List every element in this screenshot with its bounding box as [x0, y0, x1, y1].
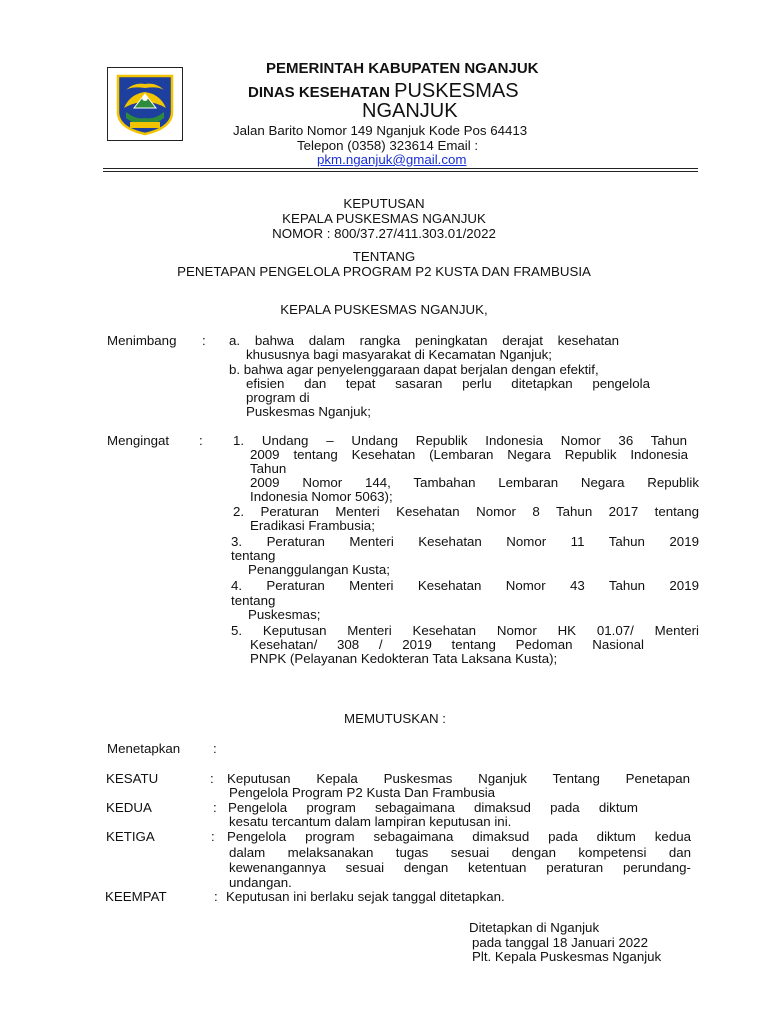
ketiga-colon: : — [211, 829, 215, 844]
kesatu-label: KESATU — [106, 771, 159, 786]
ketiga-text2: dalam melaksanakan tugas sesuai dengan kompetensi dan — [229, 845, 691, 860]
doc-number: NOMOR : 800/37.27/411.303.01/2022 — [272, 226, 496, 241]
letterhead-phone: Telepon (0358) 323614 Email : — [297, 138, 479, 153]
letterhead-divider — [103, 168, 698, 169]
ketiga-label: KETIGA — [106, 829, 155, 844]
kesatu-text1: Keputusan Kepala Puskesmas Nganjuk Tentang Penetapan — [227, 771, 690, 786]
kesatu-line1 — [227, 771, 690, 786]
logo-frame — [107, 67, 183, 141]
mengingat-5-text1: 5. Keputusan Menteri Kesehatan Nomor HK 01.07/ Menteri — [231, 623, 699, 638]
mengingat-1-line3: Tahun — [250, 461, 287, 476]
doc-type: KEPUTUSAN — [343, 196, 425, 211]
mengingat-5-line1 — [231, 623, 699, 638]
ketiga-text1: Pengelola program sebagaimana dimaksud pada diktum kedua — [227, 829, 691, 844]
mengingat-5-line2 — [250, 637, 644, 652]
mengingat-1-line2 — [250, 447, 688, 462]
letterhead-puskesmas: PUSKESMAS — [394, 80, 519, 102]
mengingat-1-line4 — [250, 475, 699, 490]
mengingat-3-text1: 3. Peraturan Menteri Kesehatan Nomor 11 Tahun 2019 — [231, 534, 699, 549]
ketiga-line1 — [227, 829, 691, 844]
menetapkan-label: Menetapkan — [107, 741, 181, 756]
menimbang-b-line2 — [246, 376, 650, 391]
mengingat-1-text2: 2009 tentang Kesehatan (Lembaran Negara Republik Indonesia — [250, 447, 688, 462]
mengingat-4-text1: 4. Peraturan Menteri Kesehatan Nomor 43 Tahun 2019 — [231, 578, 699, 593]
ketiga-line3 — [229, 860, 691, 875]
menimbang-a-line1 — [229, 333, 619, 348]
kedua-label: KEDUA — [106, 800, 152, 815]
mengingat-label: Mengingat — [107, 433, 170, 448]
kedua-text1: Pengelola program sebagaimana dimaksud pada diktum — [228, 800, 638, 815]
mengingat-colon: : — [199, 433, 203, 448]
doc-tentang: TENTANG — [352, 249, 416, 264]
menimbang-b-text2: efisien dan tepat sasaran perlu ditetapkan pengelola — [246, 376, 650, 391]
menimbang-b-line3: program di — [246, 390, 310, 405]
ketiga-line2 — [229, 845, 691, 860]
kedua-colon: : — [213, 800, 217, 815]
menimbang-label: Menimbang — [107, 333, 177, 348]
mengingat-3-line2: tentang — [231, 548, 276, 563]
mengingat-5-line3: PNPK (Pelayanan Kedokteran Tata Laksana Kusta); — [250, 651, 558, 666]
keempat-line1: Keputusan ini berlaku sejak tanggal ditetapkan. — [226, 889, 505, 904]
mengingat-1-line1 — [233, 433, 687, 448]
keempat-label: KEEMPAT — [105, 889, 167, 904]
regency-emblem-logo — [108, 68, 182, 140]
signature-date: pada tanggal 18 Januari 2022 — [472, 935, 648, 950]
mengingat-3-line1 — [231, 534, 699, 549]
mengingat-5-text2: Kesehatan/ 308 / 2019 tentang Pedoman Nasional — [250, 637, 644, 652]
mengingat-4-line1 — [231, 578, 699, 593]
mengingat-4-line2: tentang — [231, 593, 276, 608]
doc-issuer: KEPALA PUSKESMAS NGANJUK — [282, 211, 486, 226]
menimbang-a-line2: khususnya bagi masyarakat di Kecamatan Nganjuk; — [246, 347, 552, 362]
kedua-line1 — [228, 800, 638, 815]
doc-subject: PENETAPAN PENGELOLA PROGRAM P2 KUSTA DAN FRAMBUSIA — [177, 264, 591, 279]
letterhead-government: PEMERINTAH KABUPATEN NGANJUK — [266, 60, 539, 77]
mengingat-1-line5: Indonesia Nomor 5063); — [250, 489, 393, 504]
ketiga-text3: kewenangannya sesuai dengan ketentuan peraturan perundang- — [229, 860, 691, 875]
mengingat-1-text4: 2009 Nomor 144, Tambahan Lembaran Negara Republik — [250, 475, 699, 490]
letterhead-city: NGANJUK — [362, 100, 458, 122]
kedua-line2: kesatu tercantum dalam lampiran keputusan ini. — [229, 814, 512, 829]
memutuskan-heading: MEMUTUSKAN : — [344, 711, 446, 726]
mengingat-3-line3: Penanggulangan Kusta; — [248, 562, 390, 577]
menimbang-colon: : — [202, 333, 206, 348]
menetapkan-colon: : — [213, 741, 217, 756]
letterhead-agency-bold: DINAS KESEHATAN — [248, 84, 395, 101]
menimbang-b-line4: Puskesmas Nganjuk; — [246, 404, 371, 419]
letterhead-email-link[interactable]: pkm.nganjuk@gmail.com — [317, 152, 467, 167]
kesatu-colon: : — [210, 771, 214, 786]
menimbang-a-text1: a. bahwa dalam rangka peningkatan derajat kesehatan — [229, 333, 619, 348]
mengingat-2-text1: 2. Peraturan Menteri Kesehatan Nomor 8 Tahun 2017 tentang — [233, 504, 699, 519]
mengingat-2-line2: Eradikasi Frambusia; — [250, 518, 375, 533]
signature-place: Ditetapkan di Nganjuk — [469, 920, 600, 935]
menimbang-b-line1: b. bahwa agar penyelenggaraan dapat berjalan dengan efektif, — [229, 362, 599, 377]
letterhead-divider-thin — [103, 171, 698, 172]
keempat-colon: : — [214, 889, 218, 904]
mengingat-2-line1 — [233, 504, 699, 519]
letterhead-address: Jalan Barito Nomor 149 Nganjuk Kode Pos 64413 — [233, 123, 528, 138]
doc-issuer-heading: KEPALA PUSKESMAS NGANJUK, — [280, 302, 488, 317]
mengingat-4-line3: Puskesmas; — [248, 607, 321, 622]
mengingat-1-text1: 1. Undang – Undang Republik Indonesia Nomor 36 Tahun — [233, 433, 687, 448]
signature-title: Plt. Kepala Puskesmas Nganjuk — [472, 949, 662, 964]
ketiga-line4: undangan. — [229, 875, 292, 890]
kesatu-line2: Pengelola Program P2 Kusta Dan Frambusia — [229, 785, 496, 800]
